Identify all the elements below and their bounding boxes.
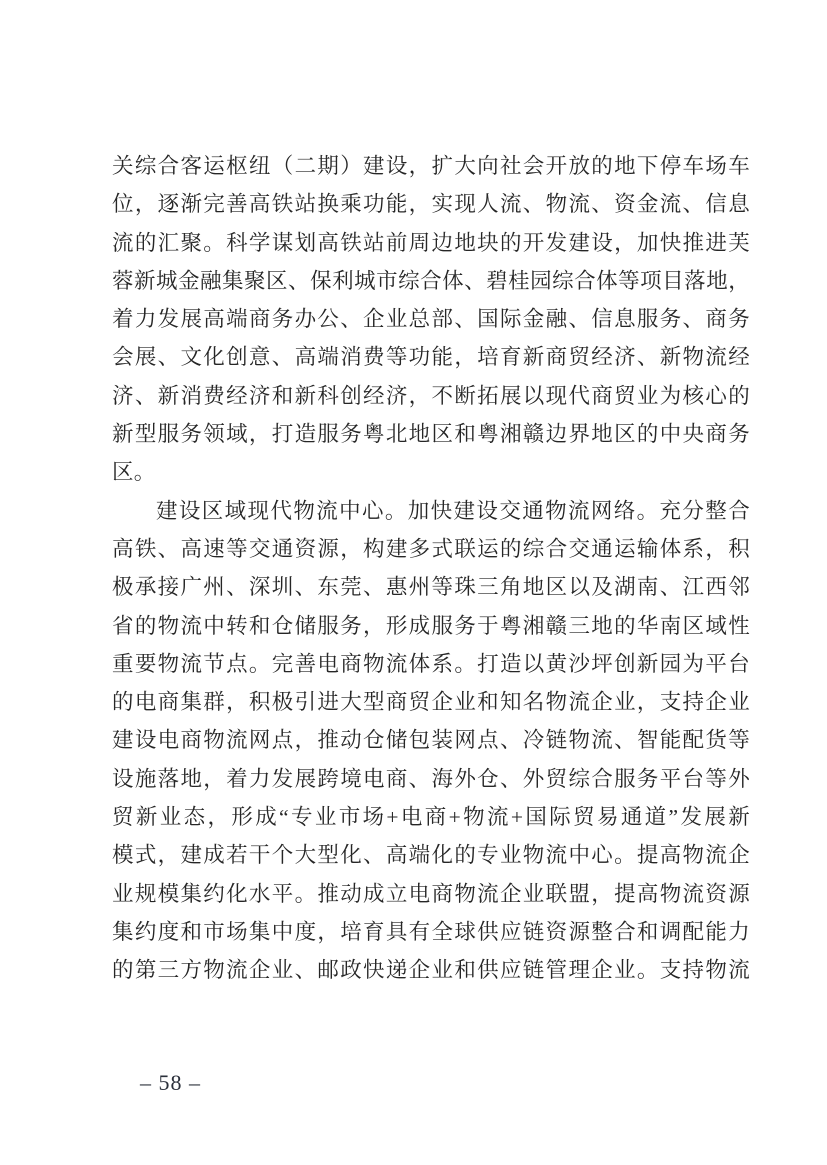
text-line: 省的物流中转和仓储服务，形成服务于粤湘赣三地的华南区域性 [112,613,750,638]
text-line: 重要物流节点。完善电商物流体系。打造以黄沙坪创新园为平台 [112,651,750,676]
text-line: 区。 [112,460,156,485]
text-line: 建设电商物流网点，推动仓储包装网点、冷链物流、智能配货等 [112,728,750,753]
text-line: 业规模集约化水平。推动成立电商物流企业联盟，提高物流资源 [112,881,750,906]
page-number: – 58 – [140,1070,201,1095]
text-line: 高铁、高速等交通资源，构建多式联运的综合交通运输体系，积 [112,536,750,561]
text-line: 会展、文化创意、高端消费等功能，培育新商贸经济、新物流经 [112,345,750,370]
text-line: 的电商集群，积极引进大型商贸企业和知名物流企业，支持企业 [112,690,750,715]
text-line: 建设区域现代物流中心。加快建设交通物流网络。充分整合 [156,498,750,523]
text-line: 新型服务领域，打造服务粤北地区和粤湘赣边界地区的中央商务 [112,422,750,447]
text-line: 设施落地，着力发展跨境电商、海外仓、外贸综合服务平台等外 [112,766,750,791]
text-line: 贸新业态，形成“专业市场+电商+物流+国际贸易通道”发展新 [112,805,750,830]
text-line: 模式，建成若干个大型化、高端化的专业物流中心。提高物流企 [112,843,750,868]
text-line: 蓉新城金融集聚区、保利城市综合体、碧桂园综合体等项目落地， [112,268,750,293]
text-line: 集约度和市场集中度，培育具有全球供应链资源整合和调配能力 [112,919,750,944]
text-line: 位，逐渐完善高铁站换乘功能，实现人流、物流、资金流、信息 [112,192,750,217]
text-line: 着力发展高端商务办公、企业总部、国际金融、信息服务、商务 [112,307,750,332]
text-line: 极承接广州、深圳、东莞、惠州等珠三角地区以及湖南、江西邻 [112,575,750,600]
text-line: 的第三方物流企业、邮政快递企业和供应链管理企业。支持物流 [112,958,750,983]
text-line: 济、新消费经济和新科创经济，不断拓展以现代商贸业为核心的 [112,383,750,408]
text-line: 流的汇聚。科学谋划高铁站前周边地块的开发建设，加快推进芙 [112,230,750,255]
text-line: 关综合客运枢纽（二期）建设，扩大向社会开放的地下停车场车 [112,154,750,178]
text-block [112,147,750,990]
